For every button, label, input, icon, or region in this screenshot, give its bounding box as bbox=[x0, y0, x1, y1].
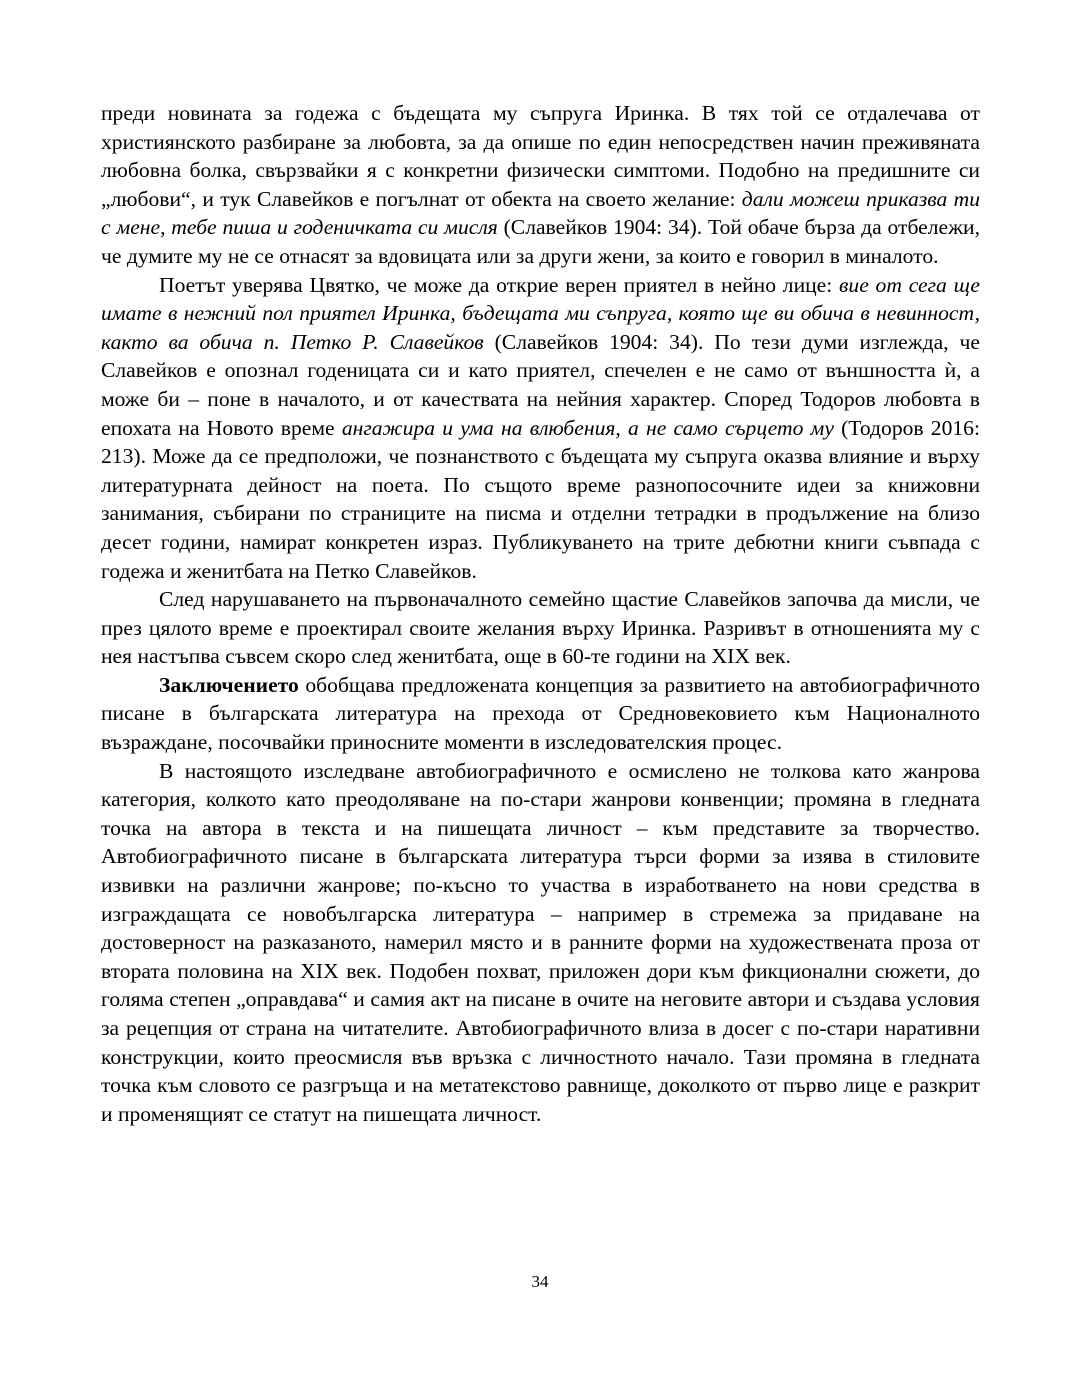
paragraph-5 bbox=[101, 757, 980, 1129]
conclusion-heading: Заключението bbox=[159, 672, 299, 697]
paragraph-1-text-2: (Славейков 1904: 34). Той обаче бърза да отбележи, че думите му не се отнасят за вдовицата или за други жени, за които е говорил в миналото. bbox=[101, 215, 980, 268]
paragraph-1-quote: дали можеш приказва ти с мене, тебе пиша и годеничката си мисля bbox=[101, 186, 980, 240]
paragraph-5-text: В настоящото изследване автобиографичното е осмислено не толкова като жанрова категория, колкото като преодоляване на по-стари жанрови конвенции; промяна в гледната точка на автора в текста и на пишещата личност – към представите за творчество. Автобиографичното писане в българската литература търси форми за изява в стиловите извивки на различни жанрове; по-късно то участва в изработването на нови средства в изграждащата се новобългарска литература – например в стремежа за придаване на достоверност на разказаното, намерил място и в ранните форми на художествената проза от втората половина на XIX век. Подобен похват, приложен дори към фикционални сюжети, до голяма степен „оправдава“ и самия акт на писане в очите на неговите автори и създава условия за рецепция от страна на читателите. Автобиографичното влиза в досег с по-стари наративни конструкции, които преосмисля във връзка с личностното начало. Тази промяна в гледната точка към словото се разгръща и на метатекстово равнище, доколкото от първо лице е разкрит и променящият се статут на пишещата личност. bbox=[101, 758, 980, 1126]
paragraph-3-text: След нарушаването на първоначалното семейно щастие Славейков започва да мисли, че през цялото време е проектирал своите желания върху Иринка. Разривът в отношенията му с нея настъпва съвсем скоро след женитбата, още в 60-те години на XIX век. bbox=[101, 587, 980, 669]
paragraph-1-text-1: преди новината за годежа с бъдещата му съпруга Иринка. В тях той се отдалечава от християнското разбиране за любовта, за да опише по един непосредствен начин преживяната любовна болка, свързвайки я с конкретни физически симптоми. Подобно на предишните си „любови“, и тук Славейков е погълнат от обекта на своето желание: bbox=[101, 101, 980, 211]
paragraph-4-text: обобщава предложената концепция за развитието на автобиографичното писане в българската литература на прехода от Средновековието към Националното възраждане, посочвайки приносните моменти в изследователския процес. bbox=[101, 672, 980, 755]
document-page bbox=[101, 99, 980, 1128]
paragraph-2-text-1: Поетът уверява Цвятко, че може да открие верен приятел в нейно лице: bbox=[159, 272, 840, 297]
paragraph-2-quote-2: ангажира и ума на влюбения, а не само сърцето му bbox=[341, 415, 834, 440]
page-number: 34 bbox=[531, 1272, 549, 1291]
paragraph-1 bbox=[101, 99, 980, 271]
paragraph-3 bbox=[101, 585, 980, 671]
paragraph-2-quote-1: вие от сега ще имате в нежний пол приятел Иринка, бъдещата ми съпруга, която ще ви обича в невинност, както ва обича п. Петко Р. Славейков bbox=[101, 272, 980, 354]
paragraph-4 bbox=[101, 671, 980, 757]
paragraph-2 bbox=[101, 271, 980, 586]
paragraph-2-text-3: (Тодоров 2016: 213). Може да се предположи, че познанството с бъдещата му съпруга оказва влияние и върху литературната дейност на поета. По същото време разнопосочните идеи за книжовни занимания, събирани по страниците на писма и отделни тетрадки в продължение на близо десет години, намират конкретен израз. Публикуването на трите дебютни книги съвпада с годежа и женитбата на Петко Славейков. bbox=[101, 415, 980, 583]
paragraph-2-text-2: (Славейков 1904: 34). По тези думи изглежда, че Славейков е опознал годеницата си и като приятел, спечелен е не само от външността ѝ, а може би – поне в началото, и от качествата на нейния характер. Според Тодоров любовта в епохата на Новото време bbox=[101, 329, 980, 440]
